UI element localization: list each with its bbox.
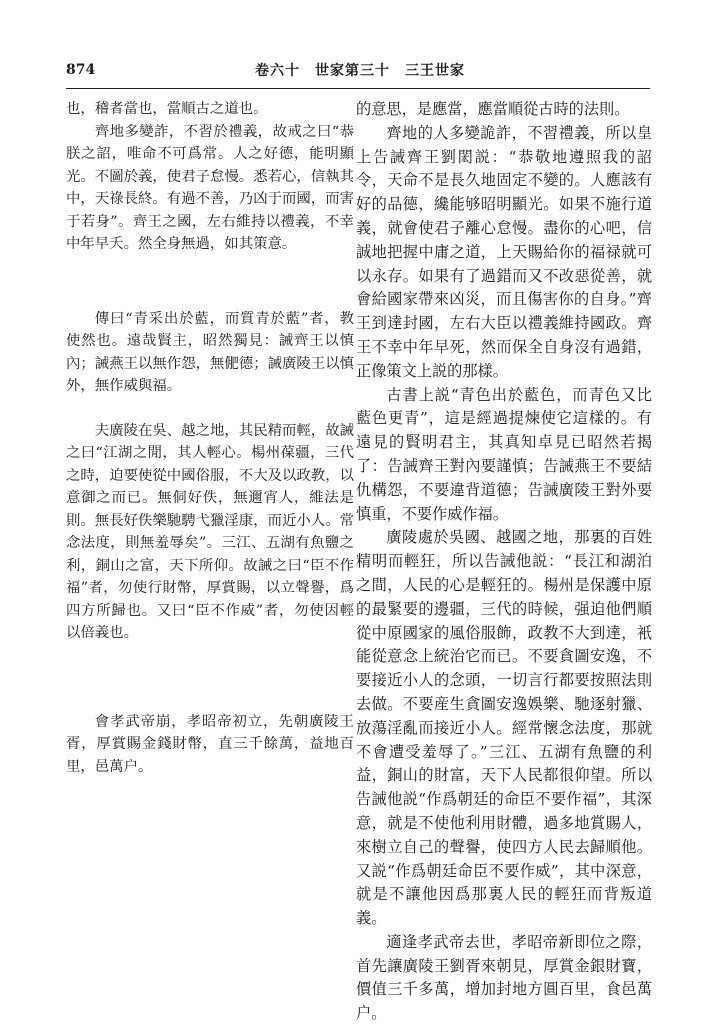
header-rule [66,88,650,89]
page-number: 874 [66,62,96,78]
left-paragraph: 夫廣陵在吳、越之地，其民精而輕，故誡之曰“江湖之閒，其人輕心。楊州葆疆，三代之時，迫要使從中國俗服，不大及以政教，以意御之而已。無侗好佚，無邇宵人，維法是則。無長好佚樂馳騁弋獵淫康，而近小人。常念法度，則無羞辱矣”。三江、五湖有魚鹽之利，銅山之富，天下所仰。故誡之曰“臣不作福”者，勿使行財幣，厚賞賜，以立聲譽，爲四方所歸也。又曰“臣不作威”者，勿使因輕以倍義也。 [66,422,354,641]
left-paragraph: 齊地多變詐，不習於禮義，故戒之曰“恭朕之詔，唯命不可爲常。人之好德，能明顯光。不圖於義，使君子怠慢。悉若心，信執其中，天祿長終。有過不善，乃凶于而國，而害于若身”。齊王之國，左右維持以禮義，不幸中年早夭。然全身無過，如其策意。 [66,123,354,252]
right-paragraph: 的意思，是應當，應當順從古時的法則。 [356,100,630,118]
right-paragraph: 廣陵處於吳國、越國之地，那裏的百姓精明而輕狂，所以告誡他説：“長江和湖泊之間，人民的心是輕狂的。楊州是保護中原的最緊要的邊疆，三代的時候，强迫他們順從中原國家的風俗服飾，政教不大到達，衹能從意念上統治它而已。不要貪圖安逸，不要接近小人的念頭，一切言行都要按照法則去做。不要産生貪圖安逸娛樂、馳逐射獵、放蕩淫亂而接近小人。經常懷念法度，那就不會遭受羞辱了。”三江、五湖有魚鹽的利益，銅山的財富，天下人民都很仰望。所以告誡他説“作爲朝廷的命臣不要作福”，其深意，就是不使他利用財體，過多地賞賜人，來樹立自己的聲譽，使四方人民去歸順他。又説“作爲朝廷命臣不要作威”，其中深意，就是不讓他因爲那裏人民的輕狂而背叛道義。 [356,528,652,928]
right-paragraph: 古書上説“青色出於藍色，而青色又比藍色更青”，這是經過提煉使它這樣的。有遠見的賢明君主，其真知卓見已昭然若揭了：告誡齊王對內要謹慎；告誡燕王不要結仇構怨，不要違背道德；告誡廣陵王對外要慎重，不要作威作福。 [356,385,652,523]
left-column-classical-text [66,98,354,778]
right-paragraph: 齊地的人多變詭詐，不習禮義，所以皇上告誡齊王劉閎説：“恭敬地遵照我的詔令，天命不是長久地固定不變的。人應該有好的品德，纔能够昭明顯光。如果不施行道義，就會使君子離心怠慢。盡你的心吧，信誠地把握中庸之道，上天賜給你的福禄就可以永存。如果有了過錯而又不改惡從善，就會給國家帶來凶災，而且傷害你的自身。”齊王到達封國，左右大臣以禮義維持國政。齊王不幸中年早死，然而保全自身沒有過錯，正像策文上説的那樣。 [356,123,652,380]
left-paragraph: 傳曰“青采出於藍，而質青於藍”者，教使然也。遠哉賢主，昭然獨見：誡齊王以慎內；誡燕王以無作怨，無俷德；誡廣陵王以慎外，無作威與福。 [66,310,354,394]
left-paragraph: 會孝武帝崩，孝昭帝初立，先朝廣陵王胥，厚賞賜金錢財幣，直三千餘萬，益地百里，邑萬户。 [66,713,354,775]
right-paragraph: 適逢孝武帝去世，孝昭帝新即位之際，首先讓廣陵王劉胥來朝見，厚賞金銀財寶，價值三千多萬，增加封地方圓百里，食邑萬户。 [356,932,652,1023]
right-column-translation [356,98,652,1026]
running-head: 卷六十 世家第三十 三王世家 [255,63,465,79]
left-paragraph: 也，稽者當也，當順古之道也。 [66,101,268,117]
